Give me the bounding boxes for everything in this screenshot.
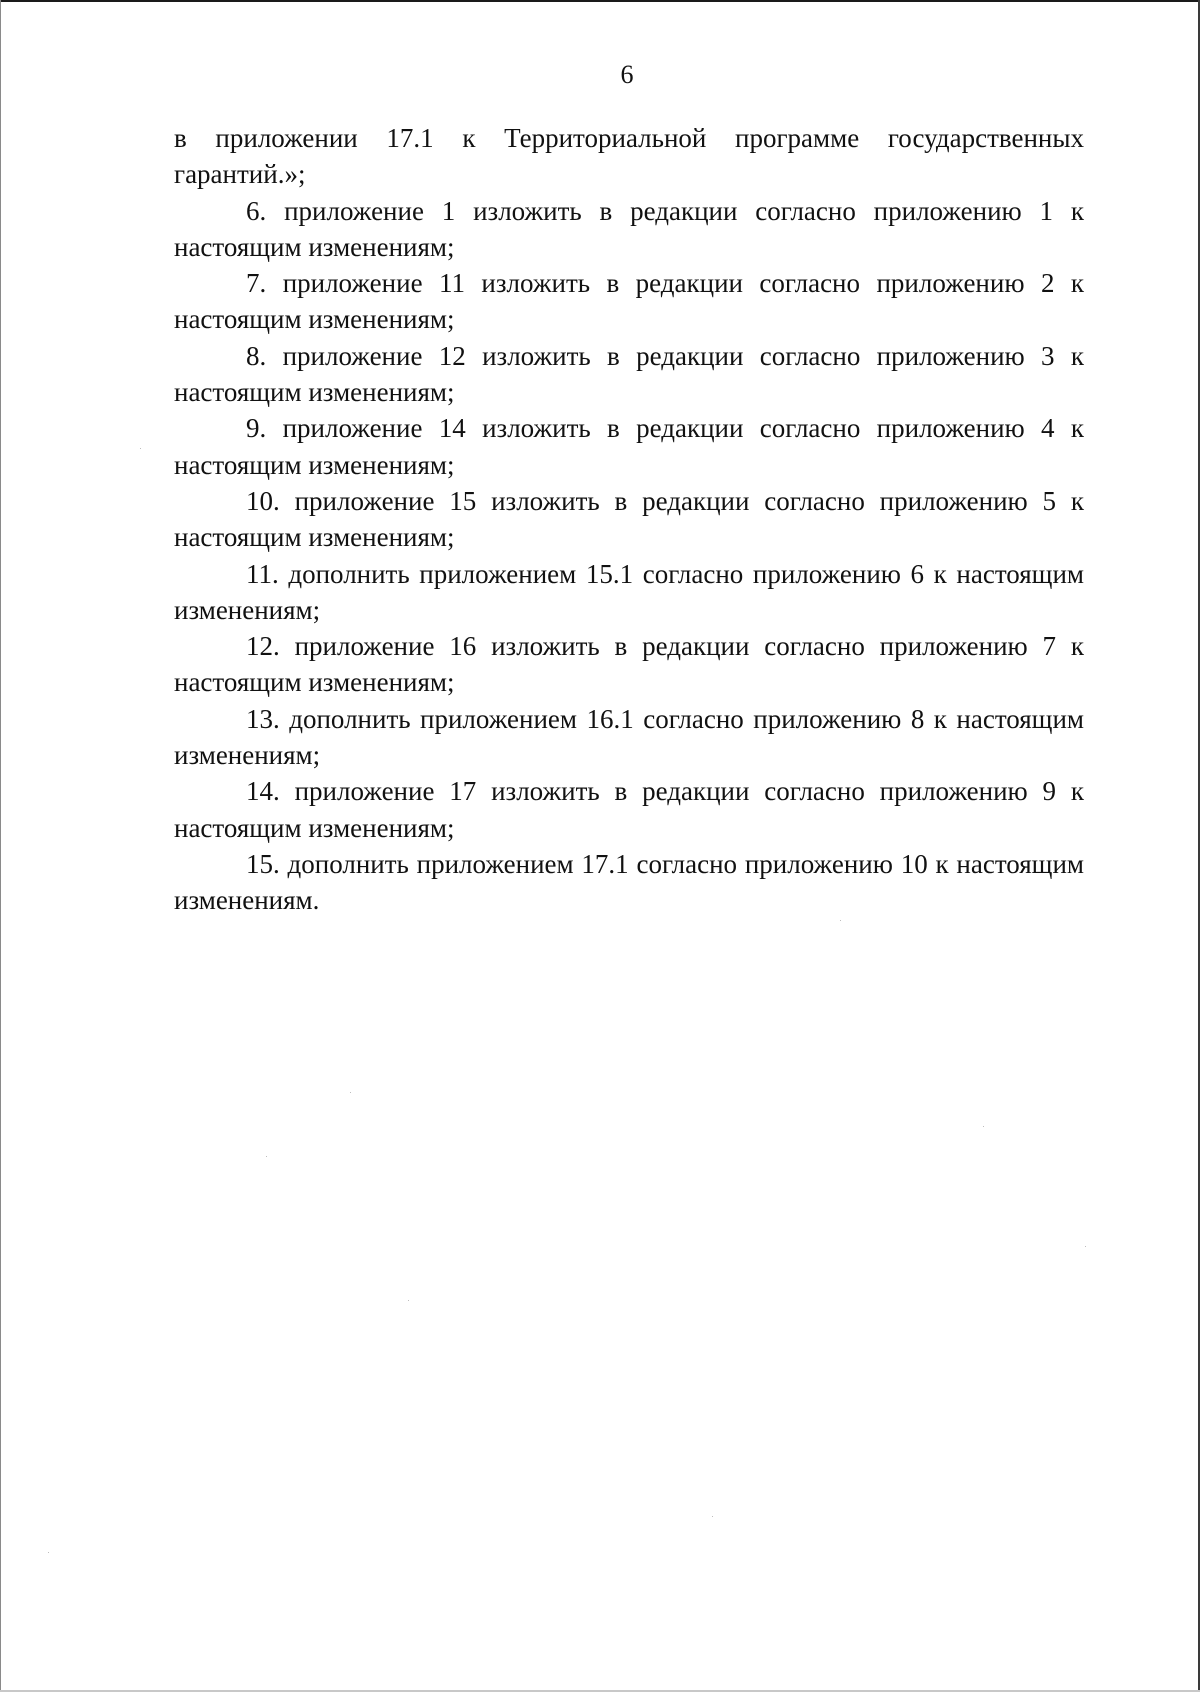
scan-speck — [350, 1092, 351, 1093]
scan-speck — [140, 448, 141, 449]
list-item-12: 12. приложение 16 изложить в редакции согласно приложению 7 к настоящим изменениям; — [174, 631, 1084, 698]
list-item-11: 11. дополнить приложением 15.1 согласно приложению 6 к настоящим изменениям; — [174, 558, 1084, 625]
scan-speck — [266, 1156, 267, 1157]
scan-speck — [983, 1126, 984, 1127]
paragraph-continuation: в приложении 17.1 к Территориальной программе государственных гарантий.»; — [174, 123, 1084, 190]
scan-speck — [840, 920, 841, 921]
scan-speck — [712, 1516, 713, 1517]
list-item-10: 10. приложение 15 изложить в редакции согласно приложению 5 к настоящим изменениям; — [174, 485, 1084, 553]
scan-speck — [408, 1300, 409, 1301]
list-item-13: 13. дополнить приложением 16.1 согласно приложению 8 к настоящим изменениям; — [174, 703, 1084, 771]
list-item-15: 15. дополнить приложением 17.1 согласно приложению 10 к настоящим изменениям. — [174, 848, 1084, 916]
scan-speck — [1085, 1246, 1086, 1247]
scan-edge-left — [0, 0, 1, 1692]
page-number: 6 — [620, 60, 634, 89]
scan-edge-top — [0, 0, 1200, 2]
list-item-14: 14. приложение 17 изложить в редакции согласно приложению 9 к настоящим изменениям; — [174, 776, 1084, 843]
list-item-9: 9. приложение 14 изложить в редакции согласно приложению 4 к настоящим изменениям; — [174, 413, 1084, 480]
list-item-6: 6. приложение 1 изложить в редакции согласно приложению 1 к настоящим изменениям; — [174, 195, 1084, 262]
list-item-7: 7. приложение 11 изложить в редакции согласно приложению 2 к настоящим изменениям; — [174, 268, 1084, 335]
scan-speck — [48, 1552, 49, 1553]
list-item-8: 8. приложение 12 изложить в редакции согласно приложению 3 к настоящим изменениям; — [174, 340, 1084, 408]
document-body — [174, 120, 1084, 919]
